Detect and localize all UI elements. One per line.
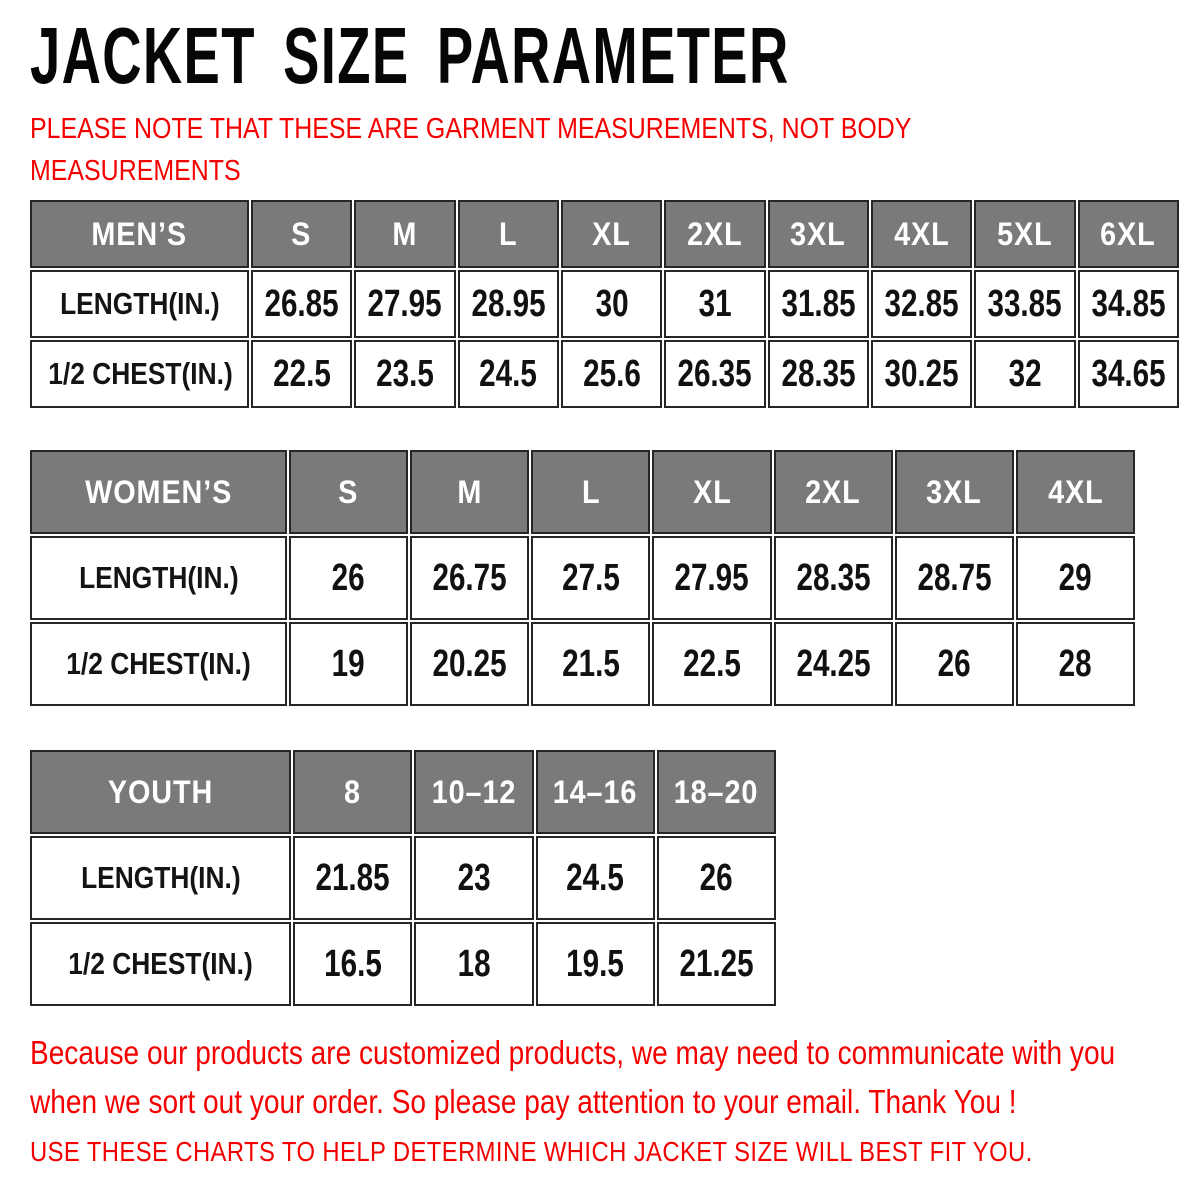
header-label: 8: [344, 773, 362, 810]
value-cell: [410, 622, 529, 706]
text-line: Because our products are customized products, we may need to communicate with you: [30, 1034, 1116, 1071]
row-label: LENGTH(IN.): [59, 286, 220, 321]
garment-measurement-note: [30, 108, 1055, 192]
measurement-value: 28: [1058, 642, 1092, 685]
header-label: 2XL: [805, 473, 861, 510]
measurement-value: 27.95: [367, 282, 443, 325]
value-cell: [652, 536, 771, 620]
womens-size-table: [28, 448, 1137, 708]
value-cell: [664, 340, 765, 408]
row-label-cell: [30, 270, 249, 338]
row-label-cell: [30, 536, 287, 620]
header-row: [30, 750, 776, 834]
measurement-value: 21.5: [561, 642, 620, 685]
text-line: MEASUREMENTS: [30, 155, 241, 187]
table-row: [30, 536, 1135, 620]
row-label-cell: [30, 836, 291, 920]
value-cell: [974, 270, 1075, 338]
value-cell: [354, 270, 455, 338]
measurement-value: 24.5: [479, 352, 538, 395]
header-label: 2XL: [687, 215, 743, 252]
custom-order-notice: [30, 1028, 1200, 1126]
header-label: XL: [692, 473, 732, 510]
measurement-value: 31.85: [781, 282, 856, 325]
value-cell: [289, 622, 408, 706]
value-cell: [414, 836, 533, 920]
value-cell: [664, 270, 765, 338]
text-line: when we sort out your order. So please pay attention to your email. Thank You !: [30, 1083, 1017, 1120]
value-cell: [458, 270, 559, 338]
measurement-value: 19: [332, 642, 366, 685]
measurement-value: 21.25: [679, 942, 754, 985]
measurement-value: 26: [699, 856, 733, 899]
header-label: 3XL: [790, 215, 847, 252]
header-label: 5XL: [997, 215, 1053, 252]
row-label: 1/2 CHEST(IN.): [66, 646, 251, 681]
chart-usage-note: USE THESE CHARTS TO HELP DETERMINE WHICH JACKET SIZE WILL BEST FIT YOU.: [30, 1136, 1033, 1167]
table-row: [30, 270, 1179, 338]
table-row: [30, 340, 1179, 408]
value-cell: [774, 622, 893, 706]
measurement-value: 27.95: [674, 556, 750, 599]
measurement-value: 27.5: [561, 556, 620, 599]
measurement-value: 28.35: [781, 352, 856, 395]
value-cell: [895, 622, 1014, 706]
measurement-value: 18: [457, 942, 491, 985]
measurement-value: 26.75: [432, 556, 507, 599]
size-header-cell: [293, 750, 412, 834]
size-header-cell: [774, 450, 893, 534]
header-label: 3XL: [926, 473, 983, 510]
group-header-cell: [30, 750, 291, 834]
measurement-value: 31: [698, 282, 732, 325]
value-cell: [251, 340, 352, 408]
measurement-value: 28.75: [917, 556, 992, 599]
header-label: S: [338, 473, 359, 510]
size-header-cell: [354, 200, 455, 268]
header-label: 4XL: [1047, 473, 1104, 510]
header-label: L: [581, 473, 601, 510]
size-header-cell: [458, 200, 559, 268]
value-cell: [289, 536, 408, 620]
header-label: M: [392, 215, 418, 252]
header-label: L: [499, 215, 518, 252]
row-label-cell: [30, 340, 249, 408]
size-header-cell: [536, 750, 655, 834]
size-header-cell: [410, 450, 529, 534]
table-row: [30, 836, 776, 920]
group-header-cell: [30, 450, 287, 534]
measurement-value: 32.85: [884, 282, 959, 325]
value-cell: [561, 270, 662, 338]
size-header-cell: [289, 450, 408, 534]
size-header-cell: [895, 450, 1014, 534]
value-cell: [768, 270, 869, 338]
text-line: PLEASE NOTE THAT THESE ARE GARMENT MEASUREMENTS, NOT BODY: [30, 113, 912, 145]
header-label: M: [457, 473, 483, 510]
header-label: YOUTH: [107, 773, 214, 810]
size-header-cell: [561, 200, 662, 268]
value-cell: [354, 340, 455, 408]
value-cell: [871, 340, 972, 408]
measurement-value: 21.85: [315, 856, 390, 899]
row-label-cell: [30, 922, 291, 1006]
size-header-cell: [974, 200, 1075, 268]
measurement-value: 19.5: [566, 942, 624, 985]
size-header-cell: [1016, 450, 1135, 534]
measurement-value: 26: [937, 642, 971, 685]
size-header-cell: [1078, 200, 1179, 268]
measurement-value: 34.85: [1091, 282, 1166, 325]
value-cell: [561, 340, 662, 408]
header-row: [30, 450, 1135, 534]
header-label: 14–16: [552, 773, 638, 810]
value-cell: [293, 922, 412, 1006]
page-title: JACKET SIZE PARAMETER: [30, 11, 790, 100]
row-label: 1/2 CHEST(IN.): [68, 946, 253, 981]
size-header-cell: [251, 200, 352, 268]
measurement-value: 22.5: [683, 642, 741, 685]
value-cell: [531, 536, 650, 620]
header-label: 6XL: [1100, 215, 1157, 252]
value-cell: [1078, 270, 1179, 338]
size-header-cell: [652, 450, 771, 534]
value-cell: [774, 536, 893, 620]
row-label: LENGTH(IN.): [78, 560, 239, 595]
measurement-value: 22.5: [272, 352, 331, 395]
size-header-cell: [871, 200, 972, 268]
measurement-value: 28.35: [796, 556, 871, 599]
size-header-cell: [664, 200, 765, 268]
measurement-value: 23.5: [376, 352, 434, 395]
measurement-value: 34.65: [1091, 352, 1166, 395]
value-cell: [895, 536, 1014, 620]
table-row: [30, 922, 776, 1006]
header-label: 4XL: [893, 215, 950, 252]
measurement-value: 28.95: [471, 282, 546, 325]
group-header-cell: [30, 200, 249, 268]
value-cell: [536, 836, 655, 920]
header-label: 18–20: [674, 773, 759, 810]
measurement-value: 30.25: [884, 352, 959, 395]
value-cell: [657, 836, 776, 920]
header-label: MEN’S: [91, 215, 188, 252]
value-cell: [531, 622, 650, 706]
header-label: WOMEN’S: [84, 473, 233, 510]
measurement-value: 32: [1008, 352, 1042, 395]
measurement-value: 25.6: [582, 352, 641, 395]
header-label: 10–12: [431, 773, 517, 810]
mens-size-table: [28, 198, 1181, 410]
value-cell: [657, 922, 776, 1006]
measurement-value: 29: [1058, 556, 1092, 599]
size-header-cell: [657, 750, 776, 834]
value-cell: [414, 922, 533, 1006]
value-cell: [410, 536, 529, 620]
header-label: S: [291, 215, 312, 252]
value-cell: [536, 922, 655, 1006]
youth-size-table: [28, 748, 778, 1008]
table-row: [30, 622, 1135, 706]
measurement-value: 26.35: [677, 352, 753, 395]
measurement-value: 26.85: [264, 282, 339, 325]
measurement-value: 16.5: [323, 942, 382, 985]
measurement-value: 26: [332, 556, 366, 599]
size-header-cell: [414, 750, 533, 834]
value-cell: [871, 270, 972, 338]
measurement-value: 24.25: [796, 642, 871, 685]
header-label: XL: [592, 215, 631, 252]
row-label: LENGTH(IN.): [80, 860, 241, 895]
size-header-cell: [768, 200, 869, 268]
value-cell: [1016, 622, 1135, 706]
value-cell: [1016, 536, 1135, 620]
row-label: 1/2 CHEST(IN.): [48, 356, 233, 391]
row-label-cell: [30, 622, 287, 706]
value-cell: [458, 340, 559, 408]
measurement-value: 30: [595, 282, 629, 325]
measurement-value: 20.25: [432, 642, 507, 685]
value-cell: [652, 622, 771, 706]
measurement-value: 24.5: [566, 856, 624, 899]
measurement-value: 33.85: [987, 282, 1063, 325]
value-cell: [293, 836, 412, 920]
value-cell: [768, 340, 869, 408]
value-cell: [974, 340, 1075, 408]
measurement-value: 23: [457, 856, 491, 899]
value-cell: [251, 270, 352, 338]
size-header-cell: [531, 450, 650, 534]
value-cell: [1078, 340, 1179, 408]
header-row: [30, 200, 1179, 268]
